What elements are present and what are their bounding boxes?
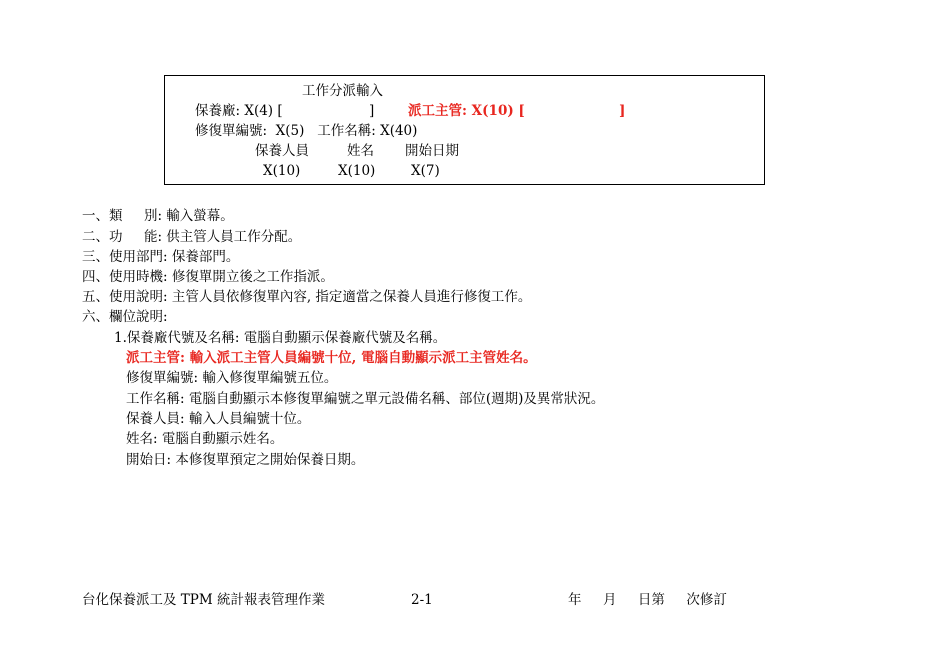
spec-item-department: 三、使用部門: 保養部門。: [82, 249, 240, 265]
header-start-date: 開始日期: [405, 143, 459, 159]
dispatch-supervisor-field-label: 派工主管: X(10) [: [408, 103, 525, 119]
spec-item-function: 二、功 能: 供主管人員工作分配。: [82, 229, 302, 245]
header-maintenance-staff: 保養人員: [255, 143, 309, 159]
spec-item-usage: 五、使用說明: 主管人員依修復單內容, 指定適當之保養人員進行修復工作。: [82, 289, 532, 305]
field-staff-format: X(10): [263, 163, 301, 179]
spec-item-timing: 四、使用時機: 修復單開立後之工作指派。: [82, 269, 334, 285]
plant-field-close-bracket: ]: [369, 103, 375, 119]
field-desc-dispatch-supervisor: 派工主管: 輸入派工主管人員編號十位, 電腦自動顯示派工主管姓名。: [126, 350, 537, 366]
form-title: 工作分派輸入: [302, 83, 383, 99]
header-name: 姓名: [347, 143, 374, 159]
field-desc-plant: 1.保養廠代號及名稱: 電腦自動顯示保養廠代號及名稱。: [114, 330, 447, 346]
footer-revision: 年 月 日第 次修訂: [568, 592, 727, 608]
spec-item-category: 一、類 別: 輸入螢幕。: [82, 208, 234, 224]
repair-order-job-row: 修復單編號: X(5) 工作名稱: X(40): [195, 123, 418, 139]
field-name-format: X(10): [338, 163, 376, 179]
field-desc-start-date: 開始日: 本修復單預定之開始保養日期。: [126, 452, 365, 468]
field-desc-repair-order: 修復單編號: 輸入修復單編號五位。: [126, 370, 338, 386]
dispatch-supervisor-close-bracket: ]: [619, 103, 626, 119]
field-date-format: X(7): [411, 163, 440, 179]
spec-item-fields: 六、欄位說明:: [82, 309, 168, 325]
field-desc-job-name: 工作名稱: 電腦自動顯示本修復單編號之單元設備名稱、部位(週期)及異常狀況。: [126, 391, 605, 407]
footer-page-number: 2-1: [411, 592, 433, 608]
footer-title: 台化保養派工及 TPM 統計報表管理作業: [82, 592, 325, 608]
plant-field-label: 保養廠: X(4) [: [195, 103, 283, 119]
field-desc-name: 姓名: 電腦自動顯示姓名。: [126, 431, 284, 447]
field-desc-maintenance-staff: 保養人員: 輸入人員編號十位。: [126, 411, 311, 427]
